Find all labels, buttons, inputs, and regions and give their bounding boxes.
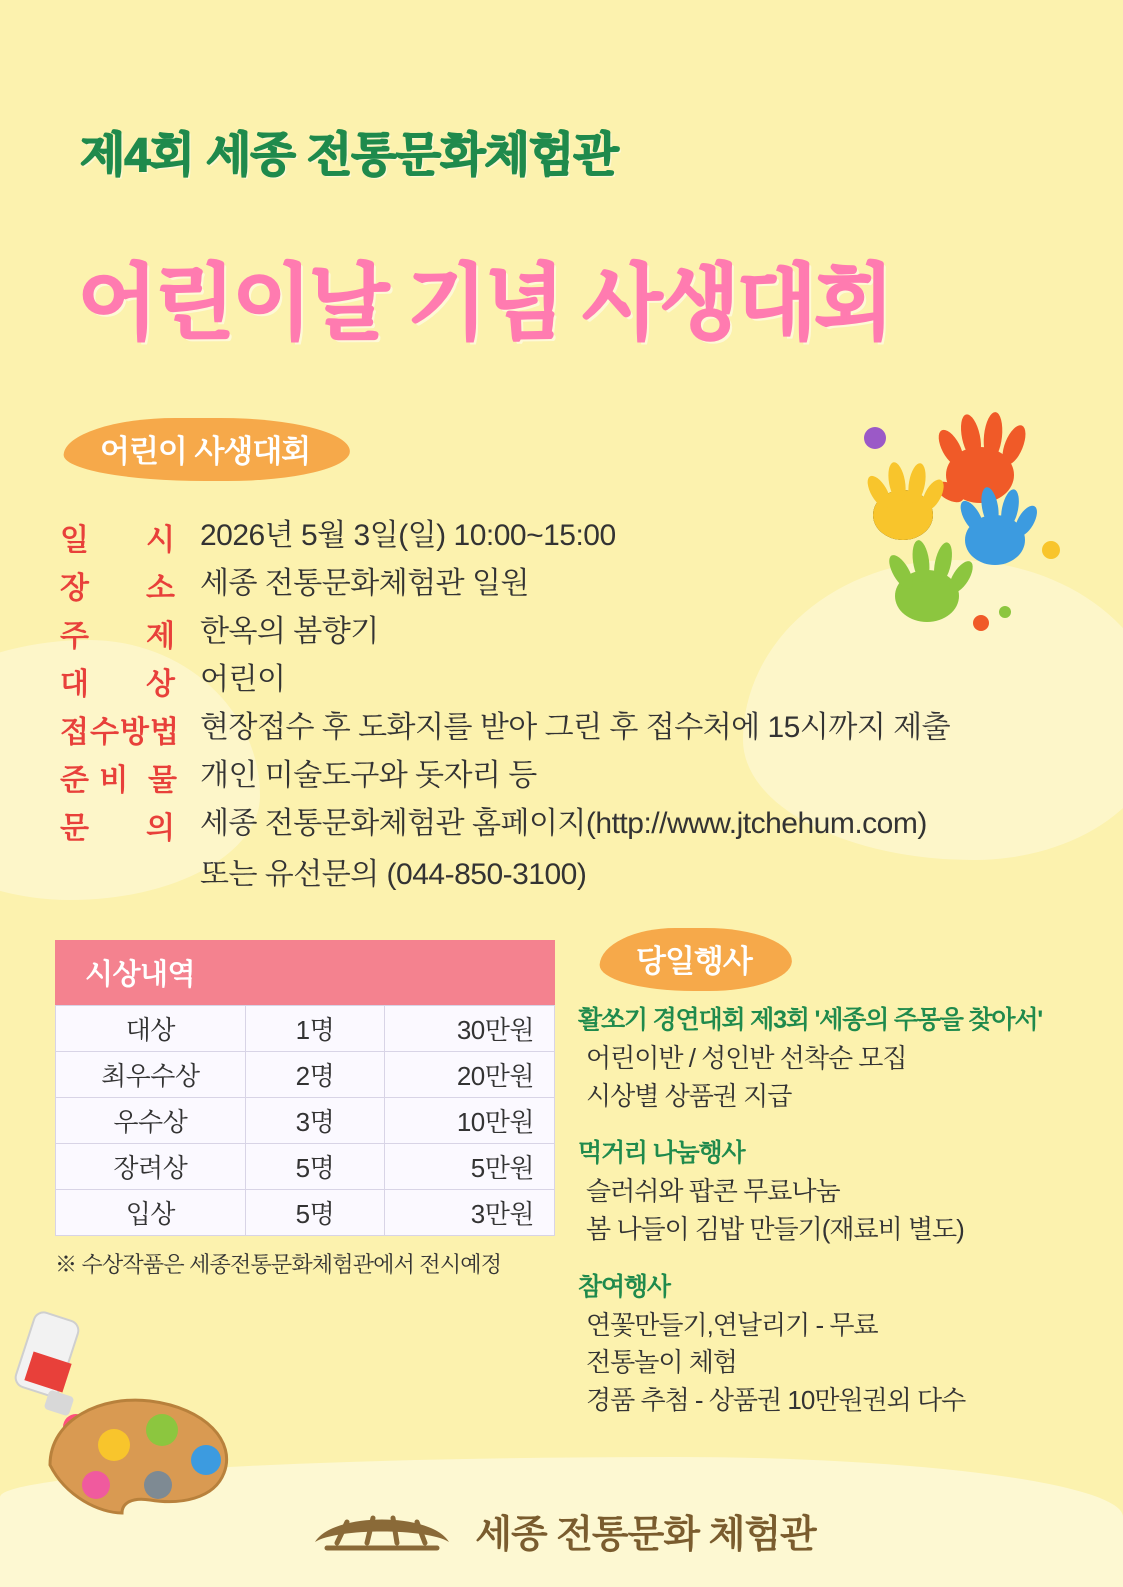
info-value: 2026년 5월 3일(일) 10:00~15:00 (200, 519, 616, 552)
award-note: ※ 수상작품은 세종전통문화체험관에서 전시예정 (55, 1252, 502, 1277)
table-row (56, 1098, 555, 1144)
info-value: 개인 미술도구와 돗자리 등 (200, 759, 537, 792)
award-grade: 우수상 (56, 1098, 246, 1144)
info-value: 현장접수 후 도화지를 받아 그린 후 접수처에 15시까지 제출 (200, 711, 951, 744)
info-value: 세종 전통문화체험관 일원 (200, 567, 529, 600)
poster-subtitle: 제4회 세종 전통문화체험관 (80, 128, 618, 181)
award-prize: 10만원 (385, 1098, 555, 1144)
dot-purple (864, 427, 886, 449)
info-label: 접수방법 (60, 716, 180, 749)
award-table-title: 시상내역 (55, 940, 555, 1005)
footer-logo-text: 세종 전통문화 체험관 (475, 1514, 816, 1556)
info-row (60, 755, 1060, 799)
award-prize: 5만원 (385, 1144, 555, 1190)
award-count: 1명 (245, 1006, 385, 1052)
info-value: 한옥의 봄향기 (200, 615, 379, 648)
same-day-heading: 당일행사 (600, 928, 792, 991)
event-line: 봄 나들이 김밥 만들기(재료비 별도) (586, 1214, 964, 1245)
palette-icon (50, 1400, 227, 1513)
table-row (56, 1052, 555, 1098)
table-row (56, 1006, 555, 1052)
palette-illustration (10, 1297, 260, 1517)
info-label: 대 상 (60, 668, 176, 701)
award-prize: 20만원 (385, 1052, 555, 1098)
event-group (578, 1267, 1098, 1420)
info-value-contact: 세종 전통문화체험관 홈페이지(http://www.jtchehum.com) (200, 807, 927, 840)
info-row (60, 803, 1060, 847)
info-label: 일 시 (60, 524, 176, 557)
info-label: 장 소 (60, 572, 176, 605)
info-label: 주 제 (60, 620, 176, 653)
award-table-section (55, 940, 555, 1279)
event-group (578, 1000, 1098, 1115)
award-count: 5명 (245, 1144, 385, 1190)
info-row (60, 563, 1060, 607)
info-value: 어린이 (200, 663, 286, 696)
same-day-events (578, 1000, 1098, 1438)
info-row (60, 659, 1060, 703)
info-row (60, 707, 1060, 751)
info-row (60, 515, 1060, 559)
info-label: 문 의 (60, 812, 176, 845)
table-row (56, 1144, 555, 1190)
event-group (578, 1133, 1098, 1248)
award-prize: 30만원 (385, 1006, 555, 1052)
event-line: 어린이반 / 성인반 선착순 모집 (586, 1043, 907, 1073)
event-line: 슬러쉬와 팝콘 무료나눔 (586, 1176, 840, 1207)
table-row (56, 1190, 555, 1236)
award-grade: 최우수상 (56, 1052, 246, 1098)
event-title: 활쏘기 경연대회 제3회 '세종의 주몽을 찾아서' (578, 1006, 1043, 1034)
contest-info-list (60, 515, 1060, 893)
event-line: 경품 추첨 - 상품권 10만원권외 다수 (586, 1385, 966, 1416)
contest-heading: 어린이 사생대회 (64, 418, 350, 481)
award-grade: 입상 (56, 1190, 246, 1236)
event-title: 참여행사 (578, 1272, 670, 1301)
award-table (55, 1005, 555, 1236)
event-line: 전통놀이 체험 (586, 1347, 737, 1378)
info-row (60, 611, 1060, 655)
info-label: 준 비 물 (60, 764, 178, 797)
award-grade: 장려상 (56, 1144, 246, 1190)
footer-logo (0, 1502, 1123, 1559)
award-count: 5명 (245, 1190, 385, 1236)
info-value-contact-phone: 또는 유선문의 (044-850-3100) (200, 858, 587, 891)
poster-title: 어린이날 기념 사생대회 (78, 258, 892, 349)
award-prize: 3만원 (385, 1190, 555, 1236)
event-line: 연꽃만들기,연날리기 - 무료 (586, 1309, 878, 1340)
event-line: 시상별 상품권 지급 (586, 1080, 792, 1111)
hanok-roof-icon (307, 1502, 457, 1559)
event-title: 먹거리 나눔행사 (578, 1139, 745, 1168)
award-count: 3명 (245, 1098, 385, 1144)
award-grade: 대상 (56, 1006, 246, 1052)
award-count: 2명 (245, 1052, 385, 1098)
